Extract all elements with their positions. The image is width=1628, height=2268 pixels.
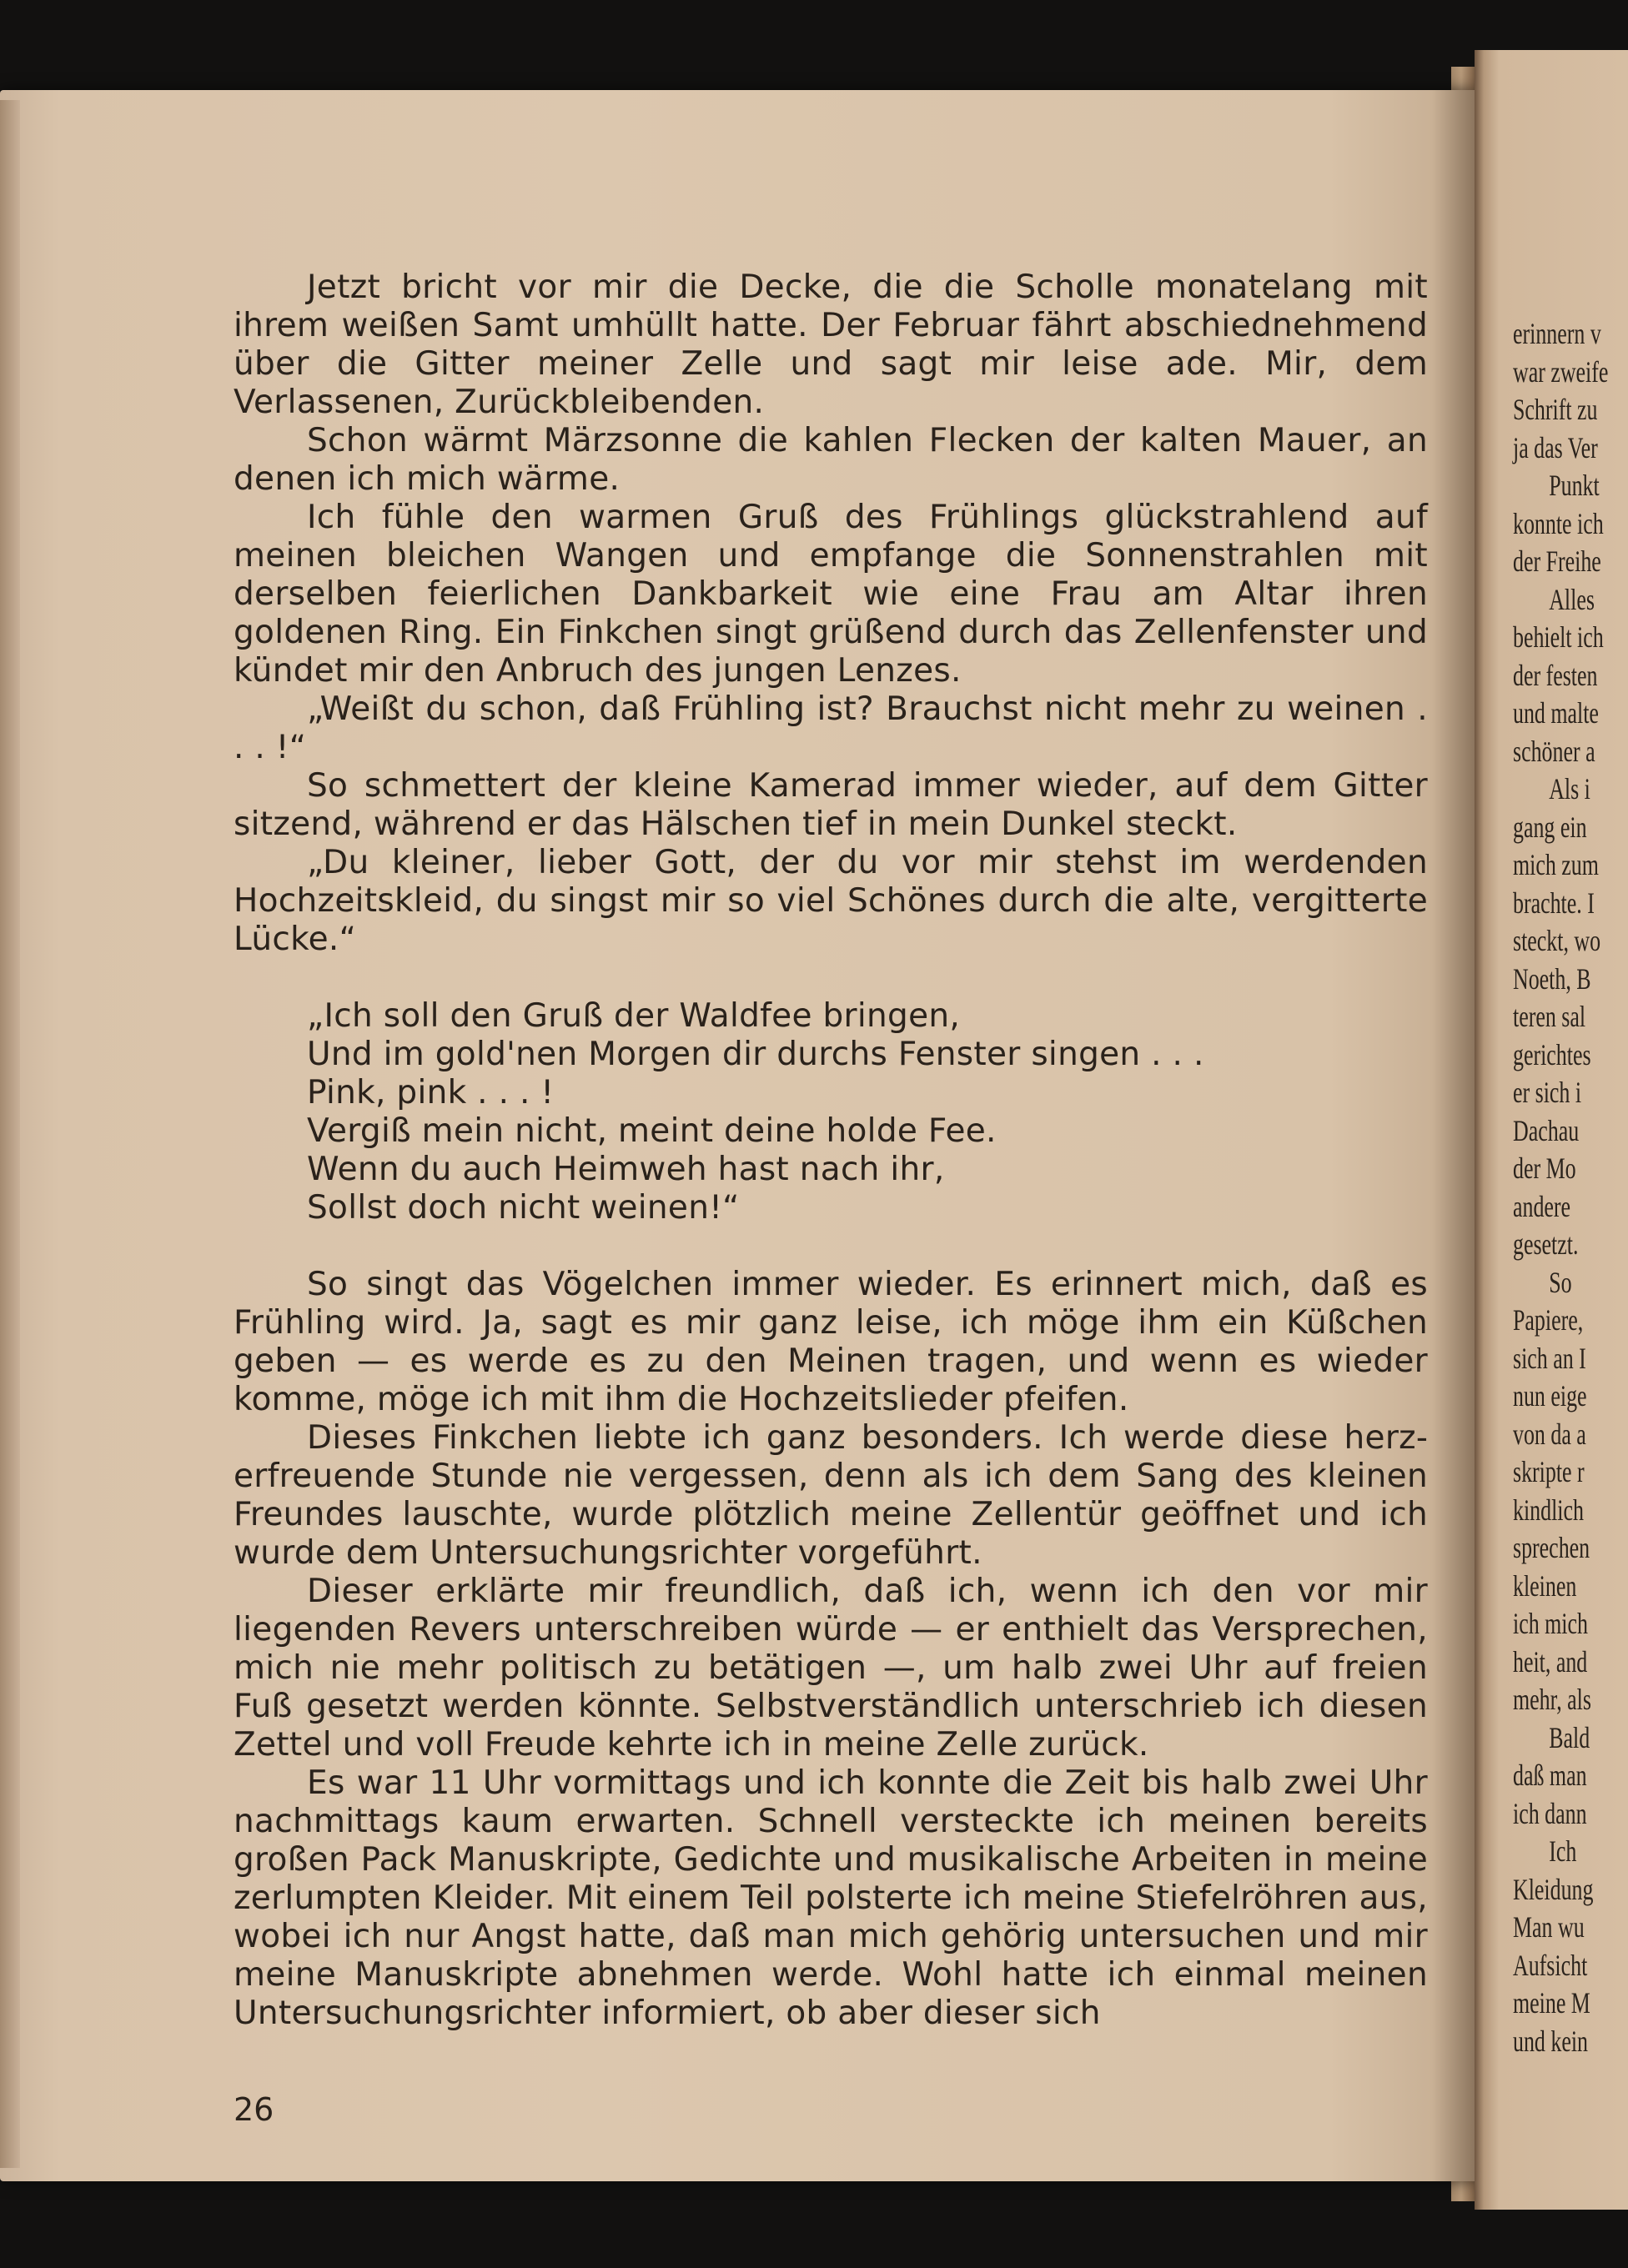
right-page-line: Papiere,	[1513, 1303, 1584, 1337]
right-page-line: mehr, als	[1513, 1683, 1591, 1716]
right-page-line: behielt ich	[1513, 620, 1604, 654]
paragraph: Ich fühle den warmen Gruß des Frühlings glückstrahlend auf meinen bleichen Wangen und empfange die Sonnenstrahlen mit derselben feierlichen Dankbarkeit wie eine Frau am Altar ihren goldenen Ring. Ein Finkchen singt grüßend durch das Zellenfenster und kündet mir den Anbruch des jungen Lenzes.	[234, 499, 1428, 690]
right-page-text	[1513, 315, 1621, 2060]
paragraph: Dieser erklärte mir freundlich, daß ich, wenn ich den vor mir liegenden Revers unterschreiben würde — er enthielt das Versprechen, mich nie mehr politisch zu betätigen —, um halb zwei Uhr auf freien Fuß gesetzt werden könnte. Selbstverständlich unterschrieb ich diesen Zettel und voll Freude kehrte ich in meine Zelle zurück.	[234, 1573, 1428, 1764]
right-page-line: Dachau	[1513, 1113, 1580, 1147]
poem-line: Wenn du auch Heimweh hast nach ihr,	[307, 1151, 945, 1188]
left-page-edge	[0, 100, 20, 2168]
right-page-line: mich zum	[1513, 848, 1599, 881]
right-page-line: Kleidung	[1513, 1872, 1594, 1906]
right-page-line: daß man	[1513, 1759, 1587, 1792]
right-page-line: Schrift zu	[1513, 393, 1598, 426]
paragraph: Jetzt bricht vor mir die Decke, die die Scholle monatelang mit ihrem weißen Samt umhüllt hatte. Der Februar fährt abschiednehmend über die Gitter meiner Zelle und sagt mir leise ade. Mir, dem Verlassenen, Zurückbleibenden.	[234, 268, 1428, 421]
poem	[307, 997, 1428, 1227]
right-page-fragment	[1475, 50, 1628, 2210]
right-page-line: sich an I	[1513, 1341, 1586, 1375]
right-page-line: er sich i	[1513, 1076, 1582, 1109]
right-page-line: von da a	[1513, 1417, 1586, 1451]
right-page-line: der Mo	[1513, 1152, 1576, 1185]
right-page-line: und kein	[1513, 2024, 1588, 2058]
right-page-line: ja das Ver	[1513, 430, 1598, 464]
right-page-line: kleinen	[1513, 1568, 1577, 1603]
paragraph: So singt das Vögelchen immer wieder. Es erinnert mich, daß es Frühling wird. Ja, sagt es mir ganz leise, ich möge ihm ein Küßchen geben — es werde es zu den Meinen tragen, und wenn es wieder komme, möge ich mit ihm die Hochzeitslieder pfeifen.	[234, 1266, 1428, 1418]
left-page-text	[234, 268, 1428, 2033]
right-page-line: steckt, wo	[1513, 924, 1601, 957]
right-page-line: Als i	[1549, 772, 1590, 805]
right-page-line: Noeth, B	[1513, 961, 1591, 996]
right-page-line: gesetzt.	[1513, 1227, 1579, 1261]
paragraph: Dieses Finkchen liebte ich ganz besonders. Ich werde diese herzerfreuende Stunde nie vergessen, denn als ich dem Sang des kleinen Freundes lauschte, wurde plötzlich meine Zellentür geöffnet und ich wurde dem Untersuchungsrichter vorgeführt.	[234, 1419, 1428, 1572]
right-page-line: war zweife	[1513, 354, 1609, 389]
right-page-line: ich mich	[1513, 1607, 1588, 1640]
right-page-line: und malte	[1513, 696, 1599, 730]
right-page-line: Bald	[1549, 1720, 1590, 1754]
right-page-line: sprechen	[1513, 1531, 1590, 1564]
right-page-line: teren sal	[1513, 1000, 1586, 1033]
right-page-line: heit, and	[1513, 1644, 1588, 1678]
right-page-line: So	[1549, 1265, 1572, 1299]
poem-line: Pink, pink . . . !	[307, 1074, 555, 1111]
right-page-line: Punkt	[1549, 469, 1600, 502]
right-page-line: konnte ich	[1513, 506, 1604, 540]
right-page-line: Ich	[1549, 1834, 1577, 1868]
paragraph: Schon wärmt Märzsonne die kahlen Flecken der kalten Mauer, an denen ich mich wärme.	[234, 422, 1428, 498]
right-page-line: Alles	[1549, 582, 1595, 616]
poem-line: Und im gold'nen Morgen dir durchs Fenster singen . . .	[307, 1036, 1204, 1073]
right-page-line: Aufsicht	[1513, 1948, 1588, 1982]
right-page-line: erinnern v	[1513, 317, 1601, 350]
right-page-line: kindlich	[1513, 1493, 1584, 1527]
paragraph: „Weißt du schon, daß Frühling ist? Brauchst nicht mehr zu weinen . . . !“	[234, 690, 1428, 766]
right-page-line: ich dann	[1513, 1796, 1587, 1830]
right-page-line: andere	[1513, 1189, 1571, 1223]
right-page-line: gang ein	[1513, 810, 1587, 844]
poem-line: Sollst doch nicht weinen!“	[307, 1189, 740, 1227]
right-page-line: der festen	[1513, 658, 1598, 692]
paragraph: So schmettert der kleine Kamerad immer wieder, auf dem Gitter sitzend, während er das Hälschen tief in mein Dunkel steckt.	[234, 767, 1428, 843]
poem-line: Vergiß mein nicht, meint deine holde Fee.	[307, 1112, 997, 1150]
right-page-line: nun eige	[1513, 1379, 1587, 1412]
right-page-line: gerichtes	[1513, 1037, 1591, 1071]
right-page-line: meine M	[1513, 1986, 1590, 2020]
poem-line: „Ich soll den Gruß der Waldfee bringen,	[307, 997, 961, 1035]
paragraph: „Du kleiner, lieber Gott, der du vor mir stehst im werdenden Hochzeitskleid, du singst mir so viel Schönes durch die alte, vergitterte Lücke.“	[234, 844, 1428, 958]
right-page-line: brachte. I	[1513, 886, 1595, 920]
right-page-line: der Freihe	[1513, 544, 1601, 578]
paragraph: Es war 11 Uhr vormittags und ich konnte die Zeit bis halb zwei Uhr nachmittags kaum erwarten. Schnell versteckte ich meinen bereits großen Pack Manuskripte, Gedichte und musikalische Arbeiten in meine zerlumpten Kleider. Mit einem Teil polsterte ich meine Stiefelröhren aus, wobei ich nur Angst hatte, daß man mich gehörig untersuchen und mir meine Manuskripte abnehmen werde. Wohl hatte ich einmal meinen Untersuchungsrichter informiert, ob aber dieser sich	[234, 1764, 1428, 2032]
page-number: 26	[234, 2091, 274, 2128]
right-page-line: schöner a	[1513, 734, 1595, 768]
right-page-line: Man wu	[1513, 1910, 1585, 1944]
right-page-line: skripte r	[1513, 1455, 1585, 1488]
